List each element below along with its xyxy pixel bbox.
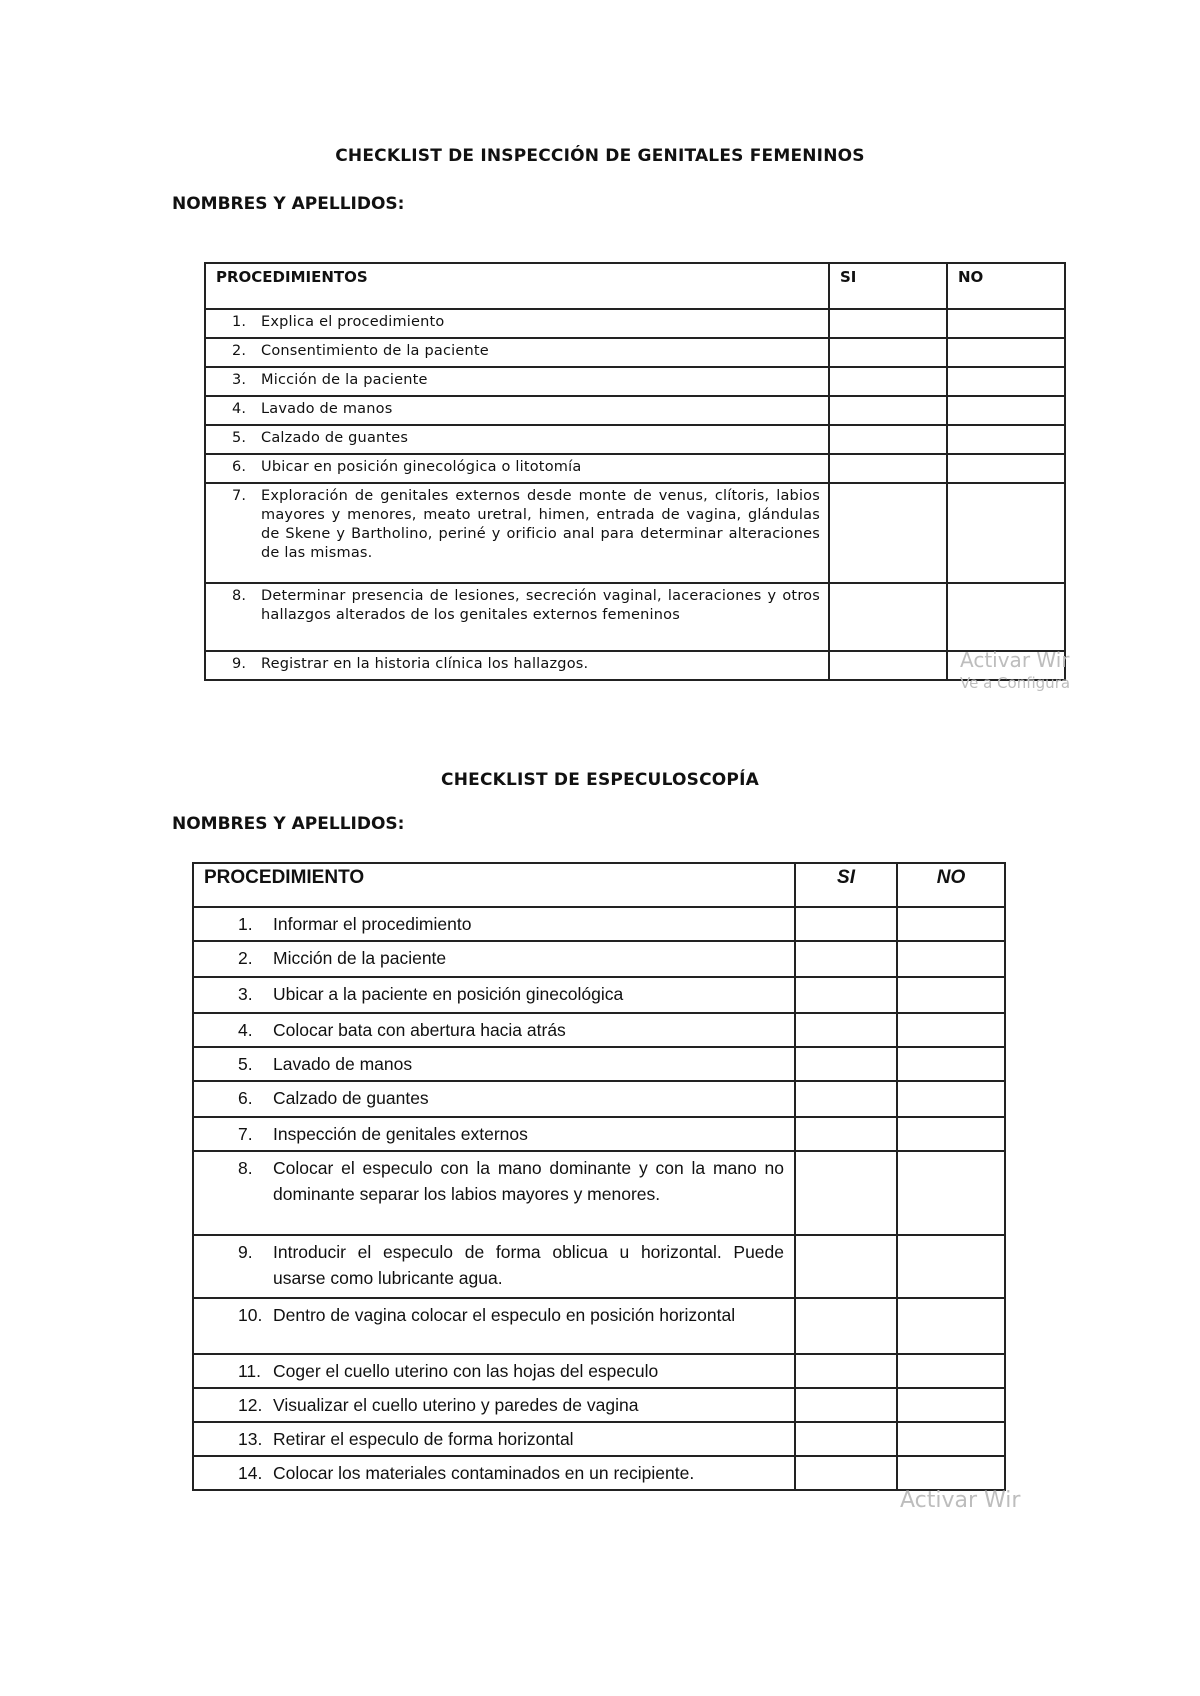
speculoscopy-checklist-table [192,862,1006,1491]
activation-watermark-1-sub: Ve a Configura [960,674,1071,692]
item-number: 8. [238,1158,253,1178]
no-check-cell[interactable] [897,1047,1005,1081]
item-text: Lavado de manos [261,401,393,417]
table-row [205,583,1065,651]
procedure-cell [193,1235,795,1298]
table-row [205,309,1065,338]
yes-check-cell[interactable] [795,907,897,941]
procedure-cell [205,583,829,651]
yes-check-cell[interactable] [829,651,947,680]
item-text: Ubicar a la paciente en posición ginecológica [273,984,624,1004]
item-number: 3. [232,372,247,388]
header-no: NO [897,863,1005,907]
table-header-row [205,263,1065,309]
item-text: Ubicar en posición ginecológica o litotomía [261,459,582,475]
item-text: Colocar los materiales contaminados en un recipiente. [273,1463,695,1483]
table-row [193,1456,1005,1490]
no-check-cell[interactable] [897,1422,1005,1456]
item-number: 3. [238,984,253,1004]
no-check-cell[interactable] [897,1151,1005,1235]
yes-check-cell[interactable] [795,977,897,1013]
yes-check-cell[interactable] [795,1117,897,1151]
item-number: 2. [238,948,253,968]
yes-check-cell[interactable] [829,583,947,651]
no-check-cell[interactable] [947,425,1065,454]
procedure-cell [193,1456,795,1490]
procedure-cell [205,367,829,396]
item-text: Informar el procedimiento [273,914,472,934]
item-number: 2. [232,343,247,359]
item-text: Explica el procedimiento [261,314,445,330]
item-number: 13. [238,1429,263,1449]
procedure-cell [193,1422,795,1456]
no-check-cell[interactable] [897,1354,1005,1388]
no-check-cell[interactable] [947,367,1065,396]
item-number: 12. [238,1395,263,1415]
no-check-cell[interactable] [897,977,1005,1013]
table-row [193,1013,1005,1047]
no-check-cell[interactable] [897,1117,1005,1151]
item-number: 1. [232,314,247,330]
item-text: Lavado de manos [273,1054,413,1074]
item-text: Dentro de vagina colocar el especulo en posición horizontal [273,1305,736,1325]
table-row [193,1388,1005,1422]
table-row [193,1047,1005,1081]
item-number: 7. [238,1124,253,1144]
yes-check-cell[interactable] [795,1235,897,1298]
procedure-cell [193,977,795,1013]
table-row [205,396,1065,425]
yes-check-cell[interactable] [795,1422,897,1456]
table-row [193,1117,1005,1151]
table-row [193,1422,1005,1456]
no-check-cell[interactable] [897,1081,1005,1117]
activation-watermark-1: Activar Wir [960,648,1070,672]
item-text: Micción de la paciente [261,372,428,388]
header-yes: SI [795,863,897,907]
no-check-cell[interactable] [897,907,1005,941]
no-check-cell[interactable] [897,1235,1005,1298]
item-text: Calzado de guantes [261,430,409,446]
yes-check-cell[interactable] [829,367,947,396]
table-header-row [193,863,1005,907]
table-row [193,1354,1005,1388]
names-label-2: NOMBRES Y APELLIDOS: [172,814,405,834]
yes-check-cell[interactable] [795,1354,897,1388]
table-row [193,1151,1005,1235]
item-text: Visualizar el cuello uterino y paredes de vagina [273,1395,639,1415]
item-text: Colocar el especulo con la mano dominante y con la mano no dominante separar los labios mayores y menores. [273,1158,784,1204]
item-number: 8. [232,588,247,604]
procedure-cell [193,907,795,941]
no-check-cell[interactable] [947,454,1065,483]
item-number: 6. [238,1088,253,1108]
yes-check-cell[interactable] [829,338,947,367]
item-number: 5. [238,1054,253,1074]
no-check-cell[interactable] [947,396,1065,425]
yes-check-cell[interactable] [795,1456,897,1490]
yes-check-cell[interactable] [829,396,947,425]
table-row [193,941,1005,977]
table-row [205,483,1065,583]
yes-check-cell[interactable] [795,1081,897,1117]
table-row [205,425,1065,454]
yes-check-cell[interactable] [795,1298,897,1354]
procedure-cell [193,1298,795,1354]
header-procedure: PROCEDIMIENTO [193,863,795,907]
yes-check-cell[interactable] [795,1047,897,1081]
procedure-cell [205,483,829,583]
table-row [193,977,1005,1013]
no-check-cell[interactable] [947,483,1065,583]
item-text: Colocar bata con abertura hacia atrás [273,1020,566,1040]
table-row [205,338,1065,367]
inspection-checklist-table [204,262,1066,681]
procedure-cell [193,1047,795,1081]
item-number: 7. [232,488,247,504]
table-row [205,367,1065,396]
procedure-cell [193,1081,795,1117]
item-text: Determinar presencia de lesiones, secreción vaginal, laceraciones y otros hallazgos alterados de los genitales externos femeninos [261,588,820,623]
item-number: 1. [238,914,253,934]
item-text: Exploración de genitales externos desde monte de venus, clítoris, labios mayores y menores, meato uretral, himen, entrada de vagina, glándulas de Skene y Bartholino, periné y orificio anal para determinar alteraciones de las mismas. [261,488,820,561]
yes-check-cell[interactable] [829,483,947,583]
procedure-cell [205,338,829,367]
item-number: 9. [232,656,247,672]
item-number: 4. [232,401,247,417]
yes-check-cell[interactable] [795,941,897,977]
table-row [193,1235,1005,1298]
procedure-cell [193,941,795,977]
no-check-cell[interactable] [897,1013,1005,1047]
no-check-cell[interactable] [947,583,1065,651]
no-check-cell[interactable] [897,1456,1005,1490]
item-number: 11. [238,1361,262,1381]
item-number: 14. [238,1463,263,1483]
item-text: Retirar el especulo de forma horizontal [273,1429,574,1449]
procedure-cell [193,1117,795,1151]
item-number: 6. [232,459,247,475]
procedure-cell [205,309,829,338]
header-yes: SI [829,263,947,309]
checklist-title-speculoscopy: CHECKLIST DE ESPECULOSCOPÍA [441,770,759,790]
item-text: Coger el cuello uterino con las hojas del especulo [273,1361,659,1381]
table-row [205,651,1065,680]
procedure-cell [193,1013,795,1047]
procedure-cell [193,1388,795,1422]
yes-check-cell[interactable] [795,1013,897,1047]
item-number: 10. [238,1305,263,1325]
item-text: Introducir el especulo de forma oblicua u horizontal. Puede usarse como lubricante agua. [273,1242,784,1288]
no-check-cell[interactable] [897,941,1005,977]
table-row [205,454,1065,483]
yes-check-cell[interactable] [829,309,947,338]
item-text: Consentimiento de la paciente [261,343,489,359]
table-row [193,1298,1005,1354]
yes-check-cell[interactable] [795,1388,897,1422]
yes-check-cell[interactable] [795,1151,897,1235]
checklist-title-inspection: CHECKLIST DE INSPECCIÓN DE GENITALES FEMENINOS [335,146,865,166]
procedure-cell [205,651,829,680]
item-number: 4. [238,1020,253,1040]
procedure-cell [193,1354,795,1388]
header-no: NO [947,263,1065,309]
yes-check-cell[interactable] [829,454,947,483]
header-procedures: PROCEDIMIENTOS [205,263,829,309]
procedure-cell [205,454,829,483]
item-number: 9. [238,1242,253,1262]
table-row [193,907,1005,941]
no-check-cell[interactable] [947,309,1065,338]
table-row [193,1081,1005,1117]
no-check-cell[interactable] [897,1388,1005,1422]
no-check-cell[interactable] [897,1298,1005,1354]
names-label-1: NOMBRES Y APELLIDOS: [172,194,405,214]
item-text: Registrar en la historia clínica los hallazgos. [261,656,589,672]
activation-watermark-2: Activar Wir [900,1488,1021,1513]
item-text: Calzado de guantes [273,1088,429,1108]
no-check-cell[interactable] [947,338,1065,367]
procedure-cell [205,396,829,425]
item-text: Inspección de genitales externos [273,1124,528,1144]
item-number: 5. [232,430,247,446]
yes-check-cell[interactable] [829,425,947,454]
item-text: Micción de la paciente [273,948,447,968]
procedure-cell [205,425,829,454]
procedure-cell [193,1151,795,1235]
